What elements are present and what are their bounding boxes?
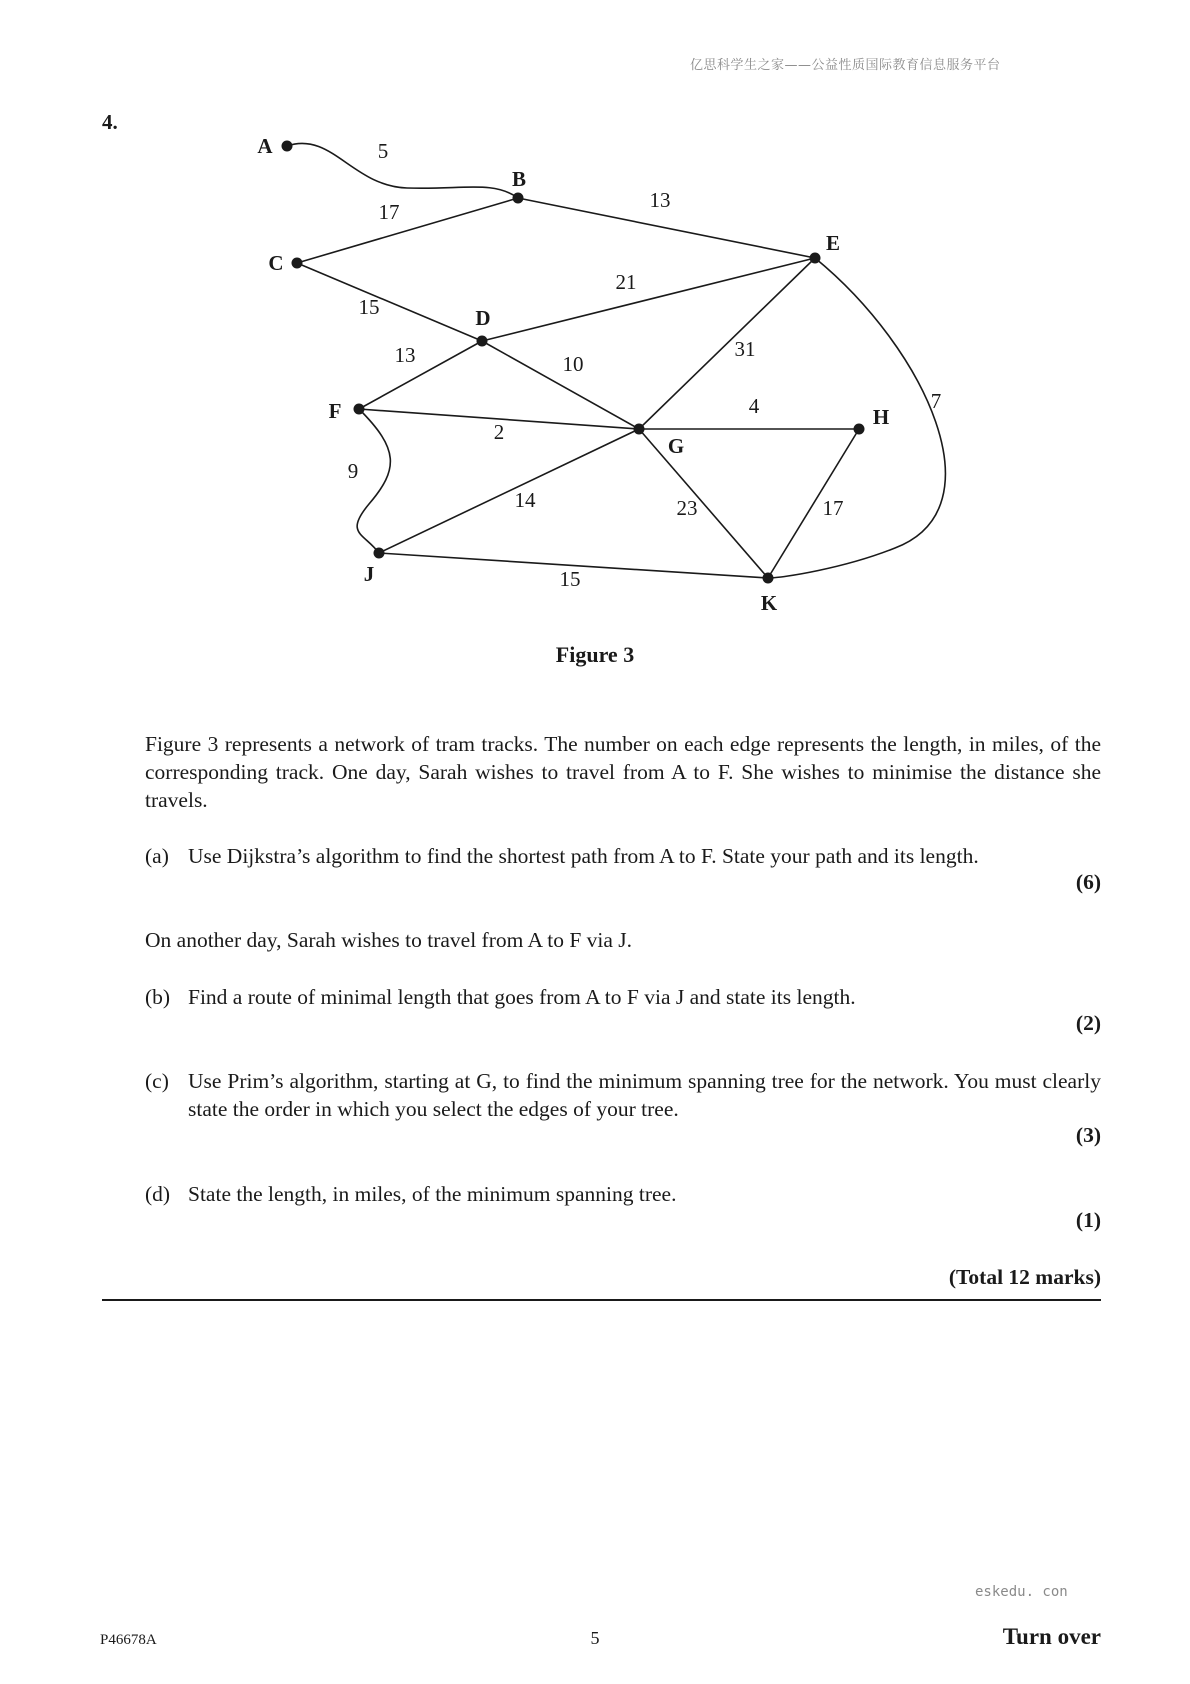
node-label-k: K bbox=[760, 591, 778, 615]
edge-weight-f-j: 9 bbox=[347, 459, 359, 483]
node-e bbox=[810, 253, 821, 264]
edge-weight-a-b: 5 bbox=[377, 139, 389, 163]
edge-c-d bbox=[297, 263, 482, 341]
edge-weight-f-d: 13 bbox=[394, 343, 416, 367]
node-label-b: B bbox=[511, 167, 527, 191]
between-paragraph: On another day, Sarah wishes to travel from A to F via J. bbox=[145, 928, 633, 952]
node-label-g: G bbox=[667, 434, 685, 458]
node-f bbox=[354, 404, 365, 415]
part-d-text: State the length, in miles, of the minimum spanning tree. bbox=[188, 1182, 677, 1206]
node-label-a: A bbox=[257, 134, 273, 158]
edge-j-g bbox=[379, 429, 639, 553]
edge-d-g bbox=[482, 341, 639, 429]
node-h bbox=[854, 424, 865, 435]
total-marks: (Total 12 marks) bbox=[948, 1265, 1101, 1289]
figure-caption: Figure 3 bbox=[555, 642, 635, 667]
edge-f-j bbox=[357, 409, 390, 553]
edge-weight-d-g: 10 bbox=[562, 352, 584, 376]
edge-weight-d-e: 21 bbox=[615, 270, 637, 294]
part-b-text: Find a route of minimal length that goes from A to F via J and state its length. bbox=[188, 985, 856, 1009]
paper-code: P46678A bbox=[100, 1632, 157, 1648]
part-b-label: (b) bbox=[145, 985, 171, 1009]
edge-weight-g-h: 4 bbox=[748, 394, 760, 418]
question-number: 4. bbox=[102, 110, 118, 134]
edge-d-e bbox=[482, 258, 815, 341]
node-a bbox=[282, 141, 293, 152]
network-graph bbox=[0, 0, 1190, 680]
part-d-marks: (1) bbox=[1075, 1208, 1101, 1232]
node-label-c: C bbox=[268, 251, 284, 275]
edge-weight-c-d: 15 bbox=[358, 295, 380, 319]
node-c bbox=[292, 258, 303, 269]
node-j bbox=[374, 548, 385, 559]
node-label-d: D bbox=[475, 306, 491, 330]
edge-weight-b-e: 13 bbox=[649, 188, 671, 212]
part-a-marks: (6) bbox=[1075, 870, 1101, 894]
edge-a-b bbox=[287, 143, 518, 198]
section-divider bbox=[102, 1299, 1101, 1301]
edge-g-e bbox=[639, 258, 815, 429]
edge-weight-k-h: 17 bbox=[822, 496, 844, 520]
node-g bbox=[634, 424, 645, 435]
edge-weight-f-g: 2 bbox=[493, 420, 505, 444]
part-a-text: Use Dijkstra’s algorithm to find the shortest path from A to F. State your path and its length. bbox=[188, 844, 979, 868]
part-c-label: (c) bbox=[145, 1069, 169, 1093]
edge-k-h bbox=[768, 429, 859, 578]
edge-weight-e-k: 7 bbox=[930, 389, 942, 413]
part-c-marks: (3) bbox=[1075, 1123, 1101, 1147]
edge-weight-g-e: 31 bbox=[734, 337, 756, 361]
header-watermark: 亿思科学生之家——公益性质国际教育信息服务平台 bbox=[690, 58, 1001, 73]
edge-c-b bbox=[297, 198, 518, 263]
page-number: 5 bbox=[590, 1628, 600, 1648]
edge-g-k bbox=[639, 429, 768, 578]
edge-weight-g-k: 23 bbox=[676, 496, 698, 520]
node-label-j: J bbox=[363, 562, 375, 586]
turn-over-label: Turn over bbox=[1002, 1624, 1101, 1649]
part-c-text: Use Prim’s algorithm, starting at G, to find the minimum spanning tree for the network. You must clearly state the order in which you select the edges of your tree. bbox=[188, 1069, 1101, 1121]
edge-f-d bbox=[359, 341, 482, 409]
node-k bbox=[763, 573, 774, 584]
part-b-marks: (2) bbox=[1075, 1011, 1101, 1035]
node-b bbox=[513, 193, 524, 204]
part-d-label: (d) bbox=[145, 1182, 171, 1206]
part-a-label: (a) bbox=[145, 844, 169, 868]
node-label-f: F bbox=[328, 399, 342, 423]
node-label-e: E bbox=[825, 231, 841, 255]
node-label-h: H bbox=[872, 405, 890, 429]
site-watermark: eskedu. con bbox=[975, 1584, 1068, 1600]
edge-weight-j-k: 15 bbox=[559, 567, 581, 591]
edge-weight-j-g: 14 bbox=[514, 488, 536, 512]
edge-weight-c-b: 17 bbox=[378, 200, 400, 224]
node-d bbox=[477, 336, 488, 347]
intro-paragraph: Figure 3 represents a network of tram tracks. The number on each edge represents the length, in miles, of the corresponding track. One day, Sarah wishes to travel from A to F. She wishes to minimise the distance she travels. bbox=[145, 732, 1101, 812]
edge-e-k bbox=[768, 258, 945, 578]
